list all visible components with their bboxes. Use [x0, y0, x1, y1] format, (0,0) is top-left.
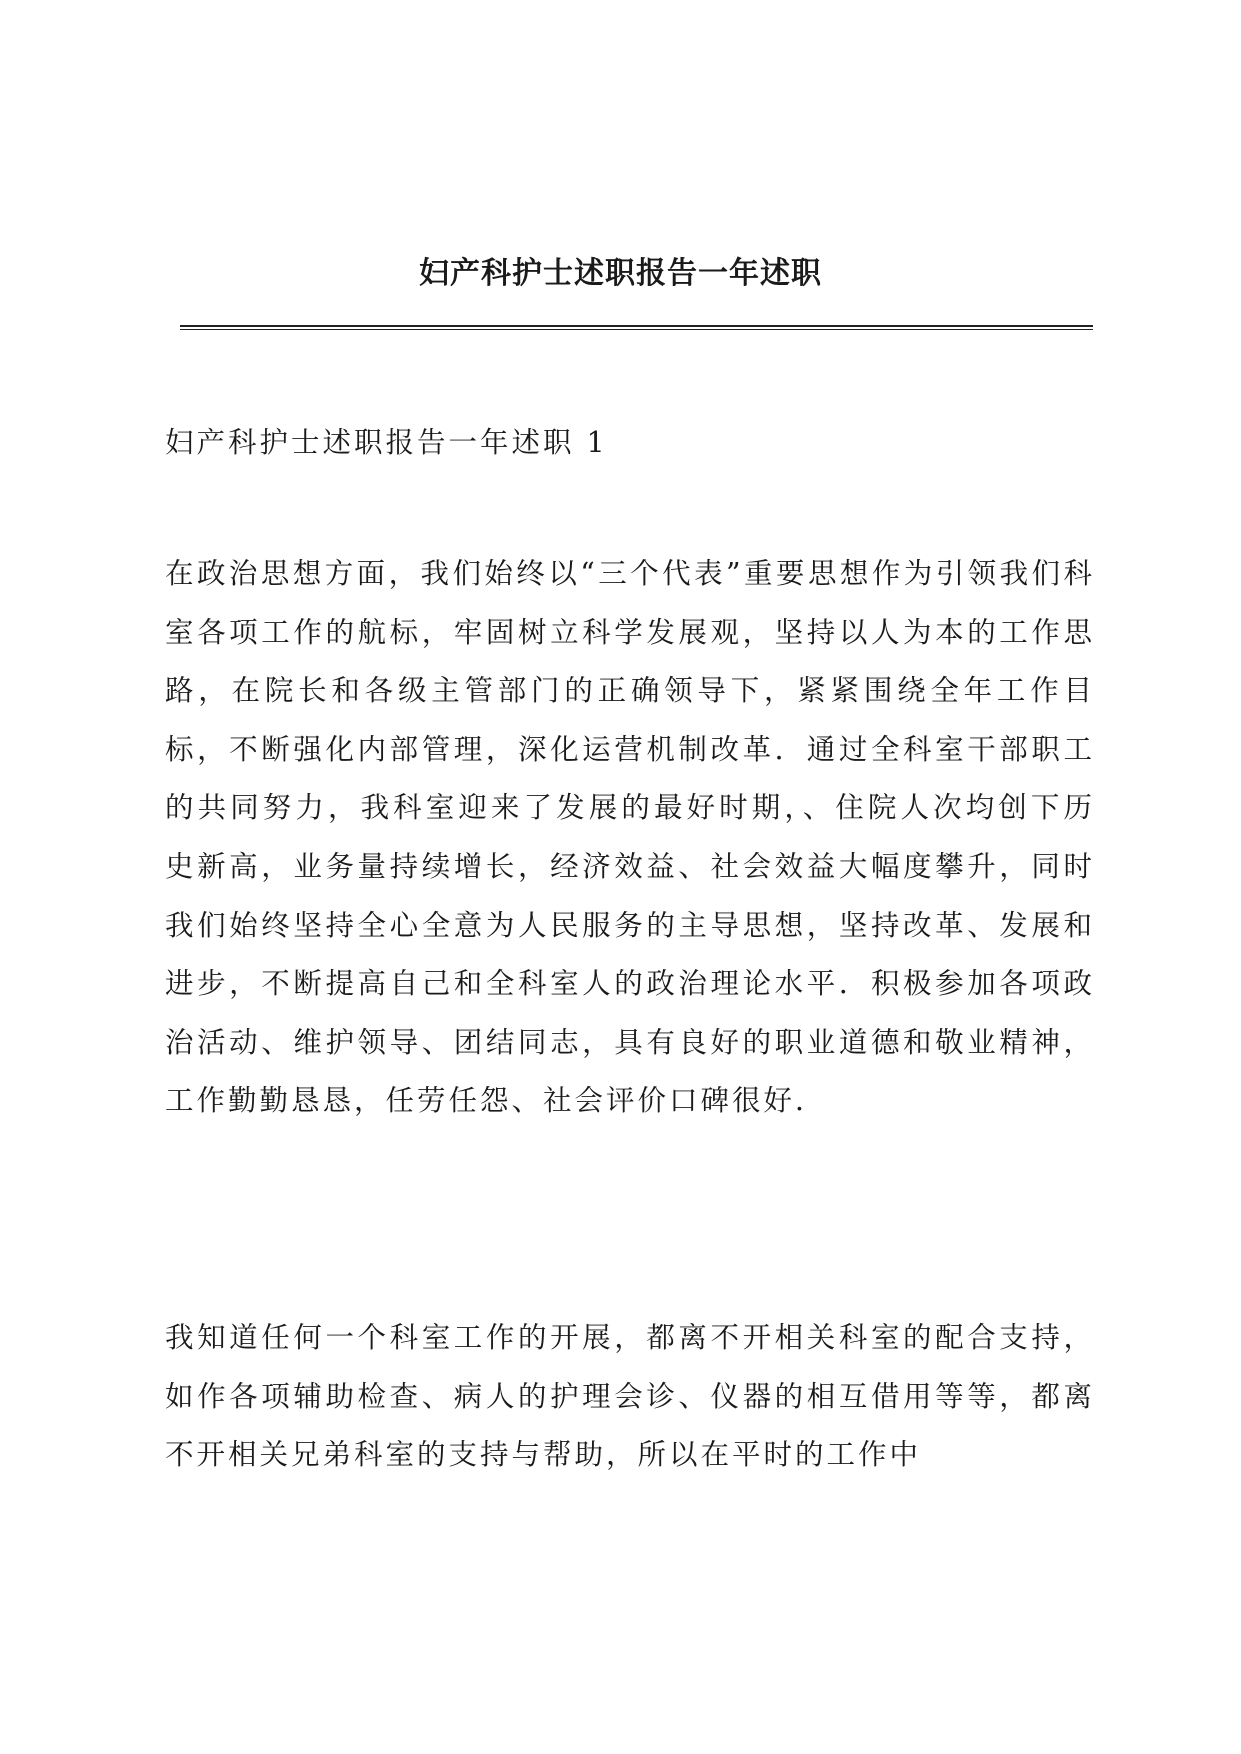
- document-title: 妇产科护士述职报告一年述职: [419, 256, 822, 291]
- title-divider: [180, 325, 1093, 330]
- body-paragraph: 在政治思想方面，我们始终以“三个代表”重要思想作为引领我们科室各项工作的航标，牢固树立科学发展观，坚持以人为本的工作思路，在院长和各级主管部门的正确领导下，紧紧围绕全年工作目标，不断强化内部管理，深化运营机制改革．通过全科室干部职工的共同努力，我科室迎来了发展的最好时期，、住院人次均创下历史新高，业务量持续增长，经济效益、社会效益大幅度攀升，同时我们始终坚持全心全意为人民服务的主导思想，坚持改革、发展和进步，不断提高自己和全科室人的政治理论水平．积极参加各项政治活动、维护领导、团结同志，具有良好的职业道德和敬业精神，工作勤勤恳恳，任劳任怨、社会评价口碑很好．: [165, 557, 1095, 1118]
- body-paragraph: 我知道任何一个科室工作的开展，都离不开相关科室的配合支持，如作各项辅助检查、病人的护理会诊、仪器的相互借用等等，都离不开相关兄弟科室的支持与帮助，所以在平时的工作中: [165, 1321, 1095, 1472]
- section-heading: 妇产科护士述职报告一年述职 1: [165, 426, 608, 459]
